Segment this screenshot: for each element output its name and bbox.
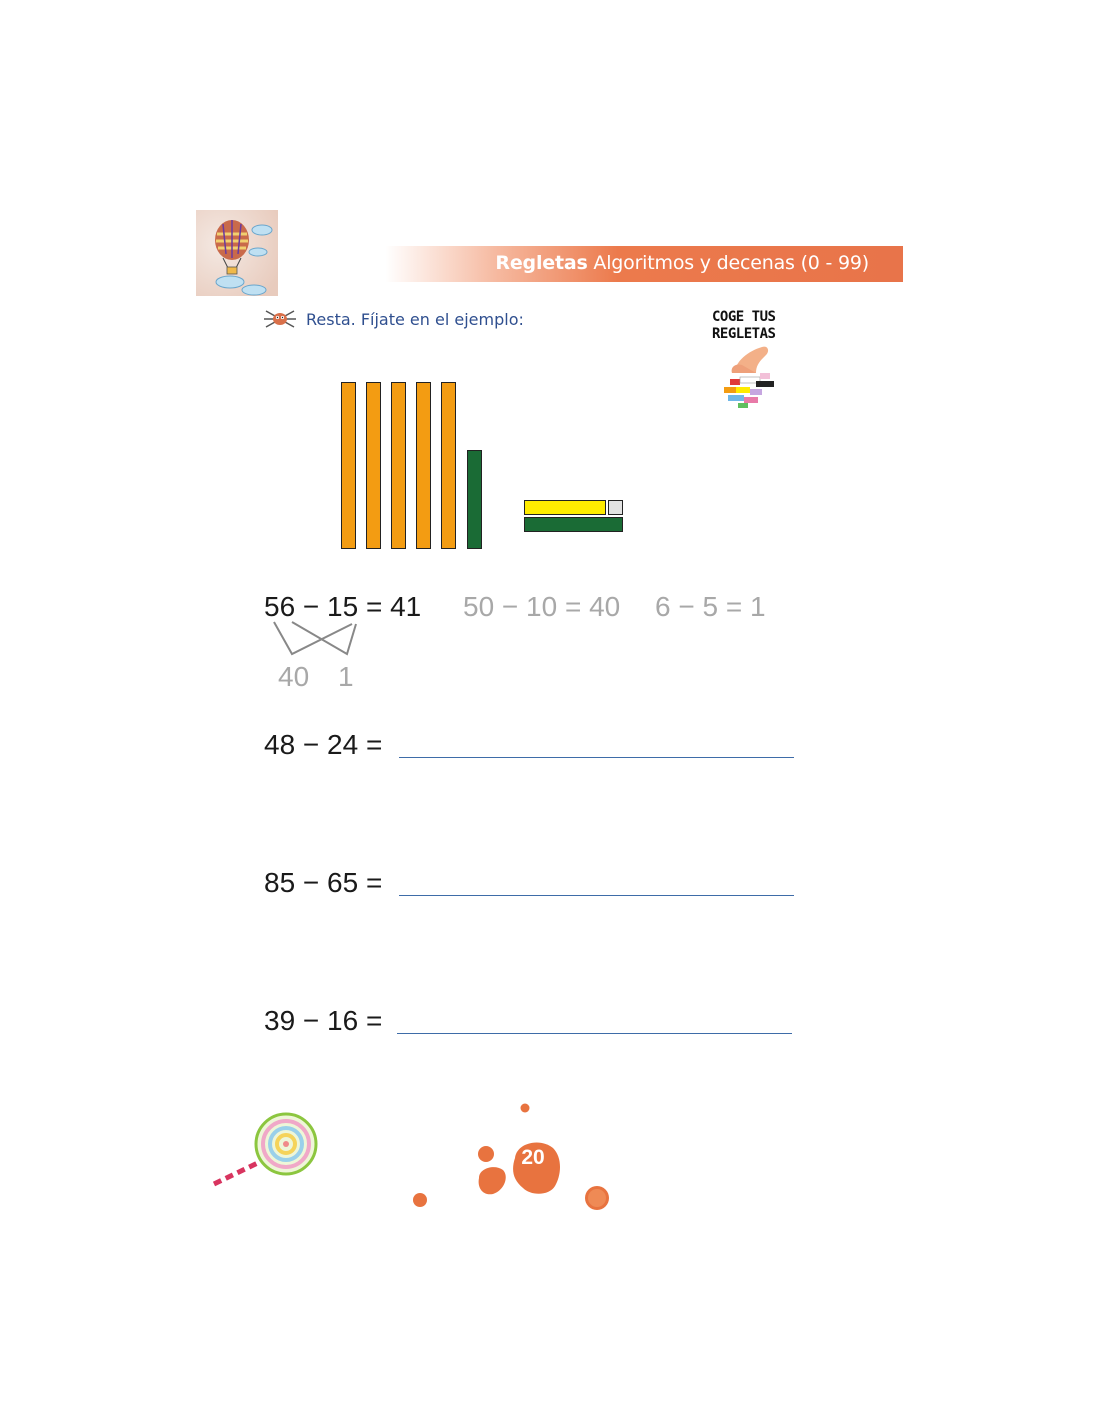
exercise-1-answer-line[interactable]: [399, 757, 794, 758]
example-result-tens: 40: [278, 661, 310, 692]
page-title: [495, 252, 869, 274]
yellow-rod-five: [524, 500, 606, 515]
exercise-3-answer-line[interactable]: [397, 1033, 792, 1034]
orange-rod-ten: [416, 382, 431, 549]
exercise-2-expression: 85 − 65 =: [264, 867, 383, 898]
hand-rods-icon: [716, 343, 780, 413]
exercise-1-expression: 48 − 24 =: [264, 729, 383, 760]
orange-rod-ten: [391, 382, 406, 549]
orange-rod-ten: [441, 382, 456, 549]
title-rest: Algoritmos y decenas (0 - 99): [593, 252, 869, 274]
title-bold: Regletas: [495, 252, 588, 274]
take-your-rods-callout: [712, 309, 796, 343]
example-tens-equation: 50 − 10 = 40: [463, 591, 621, 622]
white-rod-one: [608, 500, 623, 515]
header-band: [385, 246, 903, 282]
lollipop-icon: [210, 1110, 322, 1192]
exercise-3-expression: 39 − 16 =: [264, 1005, 383, 1036]
example-equation: 56 − 15 = 41: [264, 591, 422, 622]
spider-icon: [262, 305, 298, 333]
instruction-text: Resta. Fíjate en el ejemplo:: [306, 310, 524, 329]
decomposition-lines: [262, 620, 372, 664]
example-result-units: 1: [338, 661, 354, 692]
callout-line-2: REGLETAS: [712, 326, 776, 342]
example-units-equation: 6 − 5 = 1: [655, 591, 766, 622]
green-rod-six-horizontal: [524, 517, 623, 532]
orange-rod-ten: [341, 382, 356, 549]
exercise-2-answer-line[interactable]: [399, 895, 794, 896]
orange-rod-ten: [366, 382, 381, 549]
callout-line-1: COGE TUS: [712, 309, 776, 325]
hot-air-balloon-illustration: [196, 210, 278, 296]
green-rod-six: [467, 450, 482, 549]
page-number: 20: [521, 1146, 545, 1169]
